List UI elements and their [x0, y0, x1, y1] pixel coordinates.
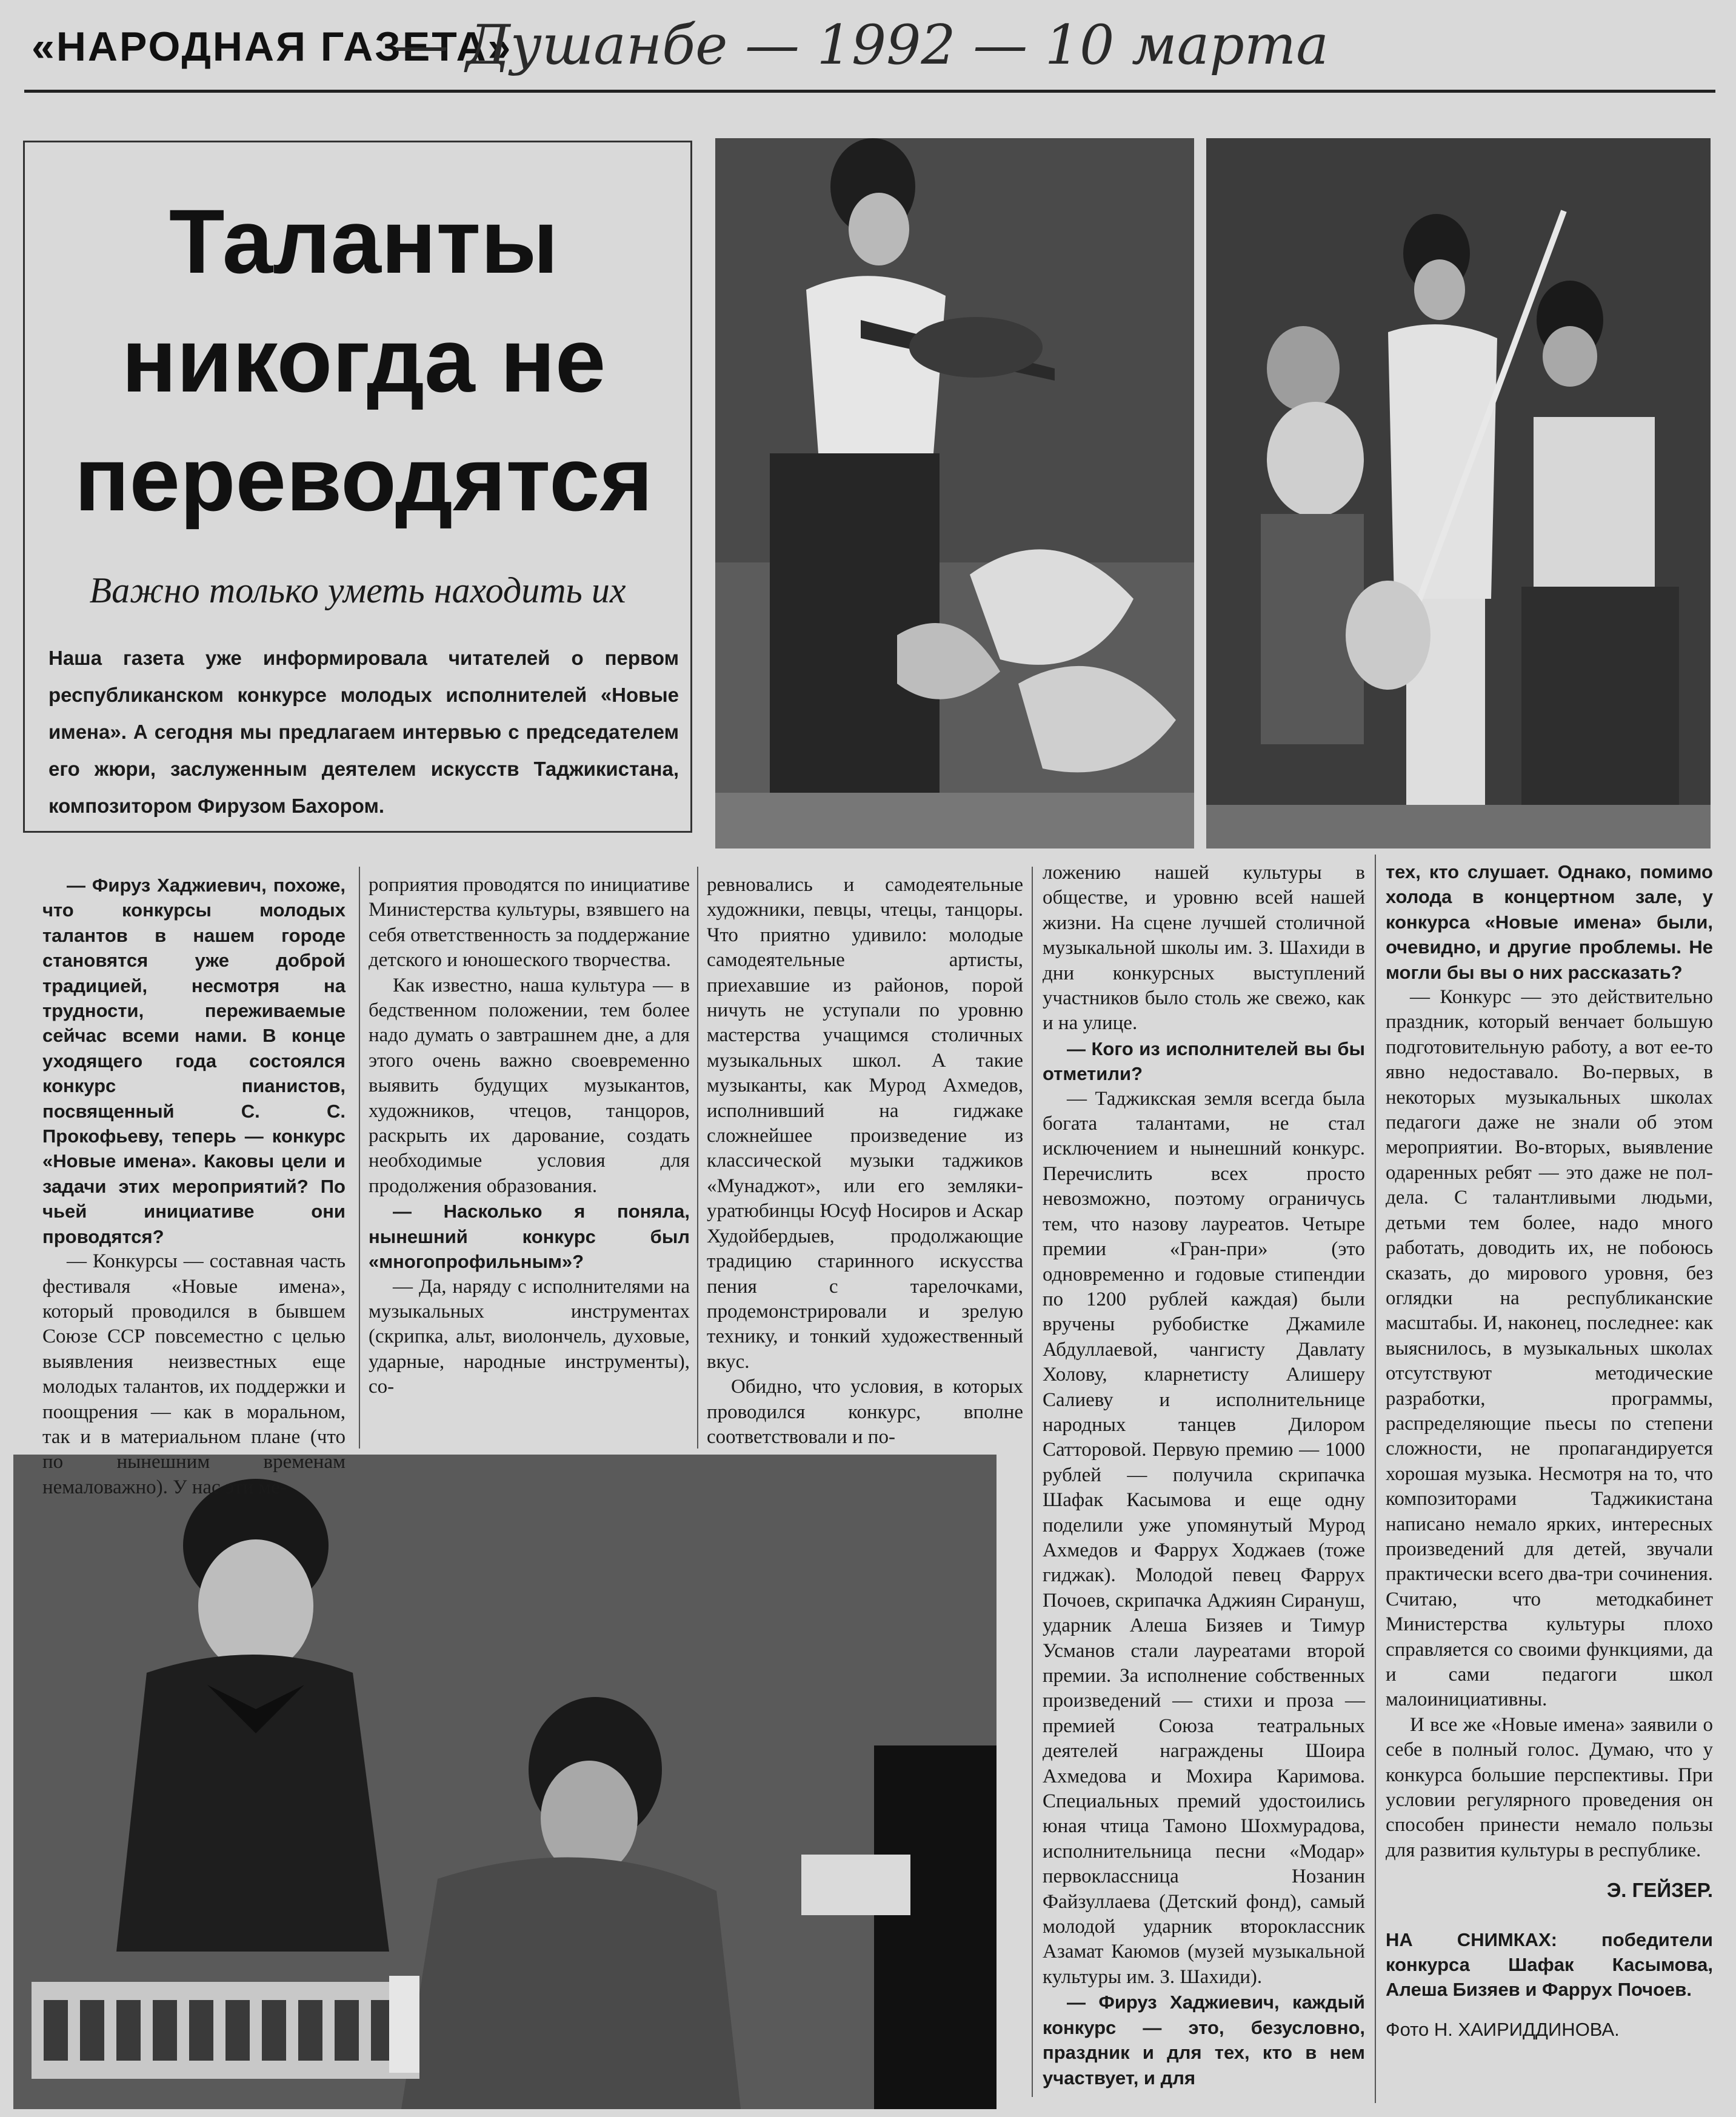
- violinist-photo: [715, 138, 1194, 848]
- interview-question: — Насколько я поняла, нынешний конкурс был «многопрофильным»?: [369, 1201, 690, 1273]
- interview-answer: — Да, наряду с исполнителями на музыкальных инструментах (скрипка, альт, виолончель, духовые, ударные, народные инструменты), со-: [369, 1275, 690, 1398]
- author-signature: Э. ГЕЙЗЕР.: [1606, 1879, 1713, 1902]
- interview-question: — Фируз Хаджиевич, каждый конкурс — это, безусловно, праздник и для тех, кто в нем участвует, и для: [1043, 1992, 1365, 2089]
- column-divider: [1032, 867, 1033, 2097]
- top-rule: [24, 90, 1715, 93]
- article-lead: Наша газета уже информировала читателей о первом республиканском конкурсе молодых исполнителей «Новые имена». А сегодня мы предлагаем интервью с председателем его жюри, заслуженным деятелем искусств Таджикистана, композитором Фирузом Бахором.: [48, 647, 679, 817]
- article-paragraph: роприятия проводятся по инициативе Министерства культуры, взявшего на себя ответственность за поддержание детского и юношеского творчества.: [369, 874, 690, 972]
- article-paragraph: Обидно, что условия, в которых проводился конкурс, вполне соответствовали и по-: [707, 1376, 1023, 1448]
- ensemble-photo: [1206, 138, 1711, 848]
- newspaper-masthead: «НАРОДНАЯ ГАЗЕТА»: [32, 24, 513, 70]
- article-column-5: [1386, 859, 1713, 2042]
- article-column-4: [1043, 861, 1365, 2090]
- interview-answer: — Конкурсы — составная часть фестиваля «Новые имена», который проводился в бывшем Союзе ССР повсеместно с целью выявления неизвестных еще молодых талантов, их поддержки и поощрения — как в моральном, так и в материальном плане (что по нынешним временам немаловажно). У нас эти ме-: [42, 1250, 346, 1498]
- photo-credit: Фото Н. ХАИРИДДИНОВА.: [1386, 2018, 1620, 2040]
- article-paragraph: ложению нашей культуры в обществе, и уровню всей нашей жизни. На сцене лучшей столичной музыкальной школы им. З. Шахиди в дни конкурсных выступлений участников было столь же свежо, как и на улице.: [1043, 862, 1365, 1035]
- interview-question: тех, кто слушает. Однако, помимо холода в концертном зале, у конкурса «Новые имена» были, очевидно, и другие проблемы. Не могли бы вы о них рассказать?: [1386, 861, 1713, 983]
- article-paragraph: Как известно, наша культура — в бедственном положении, тем более надо думать о завтрашнем дне, а для этого очень важно своевременно выявить будущих музыкантов, художников, чтецов, танцоров, раскрыть их дарование, создать необходимые условия для продолжения образования.: [369, 974, 690, 1197]
- article-title: Таланты никогда не переводятся: [74, 190, 653, 530]
- photo-caption: НА СНИМКАХ: победители конкурса Шафак Касымова, Алеша Бизяев и Фаррух Почоев.: [1386, 1929, 1713, 2001]
- interview-question: — Кого из исполнителей вы бы отметили?: [1043, 1038, 1365, 1085]
- article-column-2: [369, 873, 690, 1400]
- column-divider: [697, 867, 698, 1449]
- column-divider: [359, 867, 360, 1449]
- handwritten-date-note: — Душанбе — 1992 — 10 марта: [394, 13, 1329, 77]
- column-divider: [1375, 855, 1376, 2103]
- interview-question: — Фируз Хаджиевич, похоже, что конкурсы молодых талантов в нашем городе становятся уже доброй традицией, несмотря на трудности, переживаемые сейчас всеми нами. В конце уходящего года состоялся конкурс пианистов, посвященный С. С. Прокофьеву, теперь — конкурс «Новые имена». Каковы цели и задачи этих мероприятий? По чьей инициативе они проводятся?: [42, 875, 346, 1247]
- piano-performers-photo: [13, 1455, 997, 2109]
- interview-answer: — Конкурс — это действительно праздник, который венчает большую подготовительную работу, а вот ее-то явно недоставало. Во-первых, в некоторых музыкальных школах педагоги даже не знали об этом мероприятии. Во-вторых, выявление одаренных ребят — это даже не пол-дела. С талантливыми людьми, детьми тем более, надо много работать, доводить их, не побоюсь сказать, до мирового уровня, без оглядки на республиканские масштабы. И, наконец, последнее: как выяснилось, в музыкальных школах отсутствуют методические разработки, программы, распределяющие пьесы по степени сложности, не пропагандируется хорошая музыка. Несмотря на то, что композиторами Таджикистана написано немало ярких, интересных произведений для детей, звучали практически всего два-три сочинения. Считаю, что методкабинет Министерства культуры плохо справляется со своими функциями, да и сами педагоги школ малоинициативны.: [1386, 986, 1713, 1711]
- article-column-1: [42, 873, 346, 1500]
- article-paragraph: ревновались и самодеятельные художники, певцы, чтецы, танцоры. Что приятно удивило: молодые самодеятельные артисты, приехавшие из районов, порой ничуть не уступали по уровню мастерства учащимся столичных музыкальных школ. А такие музыканты, как Мурод Ахмедов, исполнивший на гиджаке сложнейшее произведение из классической музыки таджиков «Мунаджот», или его земляки-уратюбинцы Юсуф Носиров и Аскар Худойбердыев, продолжающие традицию старинного искусства пения с тарелочками, продемонстрировали и зрелую технику, и тонкий художественный вкус.: [707, 874, 1023, 1373]
- article-subtitle: Важно только уметь находить их: [89, 570, 626, 610]
- article-column-3: [707, 873, 1023, 1450]
- interview-answer: — Таджикская земля всегда была богата талантами, не стал исключением и нынешний конкурс. Перечислить всех просто невозможно, поэтому ограничусь тем, что назову лауреатов. Четыре премии «Гран-при» (это одновременно и годовые стипендии по 1200 рублей каждая) были вручены рубобистке Джамиле Абдуллаевой, чангисту Давлату Холову, кларнетисту Алишеру Салиеву и исполнительнице народных танцев Дилором Сатторовой. Первую премию — 1000 рублей — получила скрипачка Шафак Касымова и еще одну поделили уже упомянутый Мурод Ахмедов и Фаррух Ходжаев (тоже гиджак). Молодой певец Фаррух Почоев, скрипачка Аджиян Сирануш, ударник Алеша Бизяев и Тимур Усманов стали лауреатами второй премии. За исполнение собственных произведений — стихи и проза — премией Союза театральных деятелей награждены Шоира Ахмедова и Мохира Каримова. Специальных премий удостоились юная чтица Тамоно Шохмурадова, исполнительница песни «Модар» первоклассница Нозанин Файзуллаева (Детский фонд), самый молодой ударник второклассник Азамат Каюмов (музей музыкальной культуры им. З. Шахиди).: [1043, 1087, 1365, 1988]
- article-paragraph: И все же «Новые имена» заявили о себе в полный голос. Думаю, что у конкурса большие перспективы. При условии регулярного проведения он способен принести немало пользы для развития культуры в республике.: [1386, 1713, 1713, 1861]
